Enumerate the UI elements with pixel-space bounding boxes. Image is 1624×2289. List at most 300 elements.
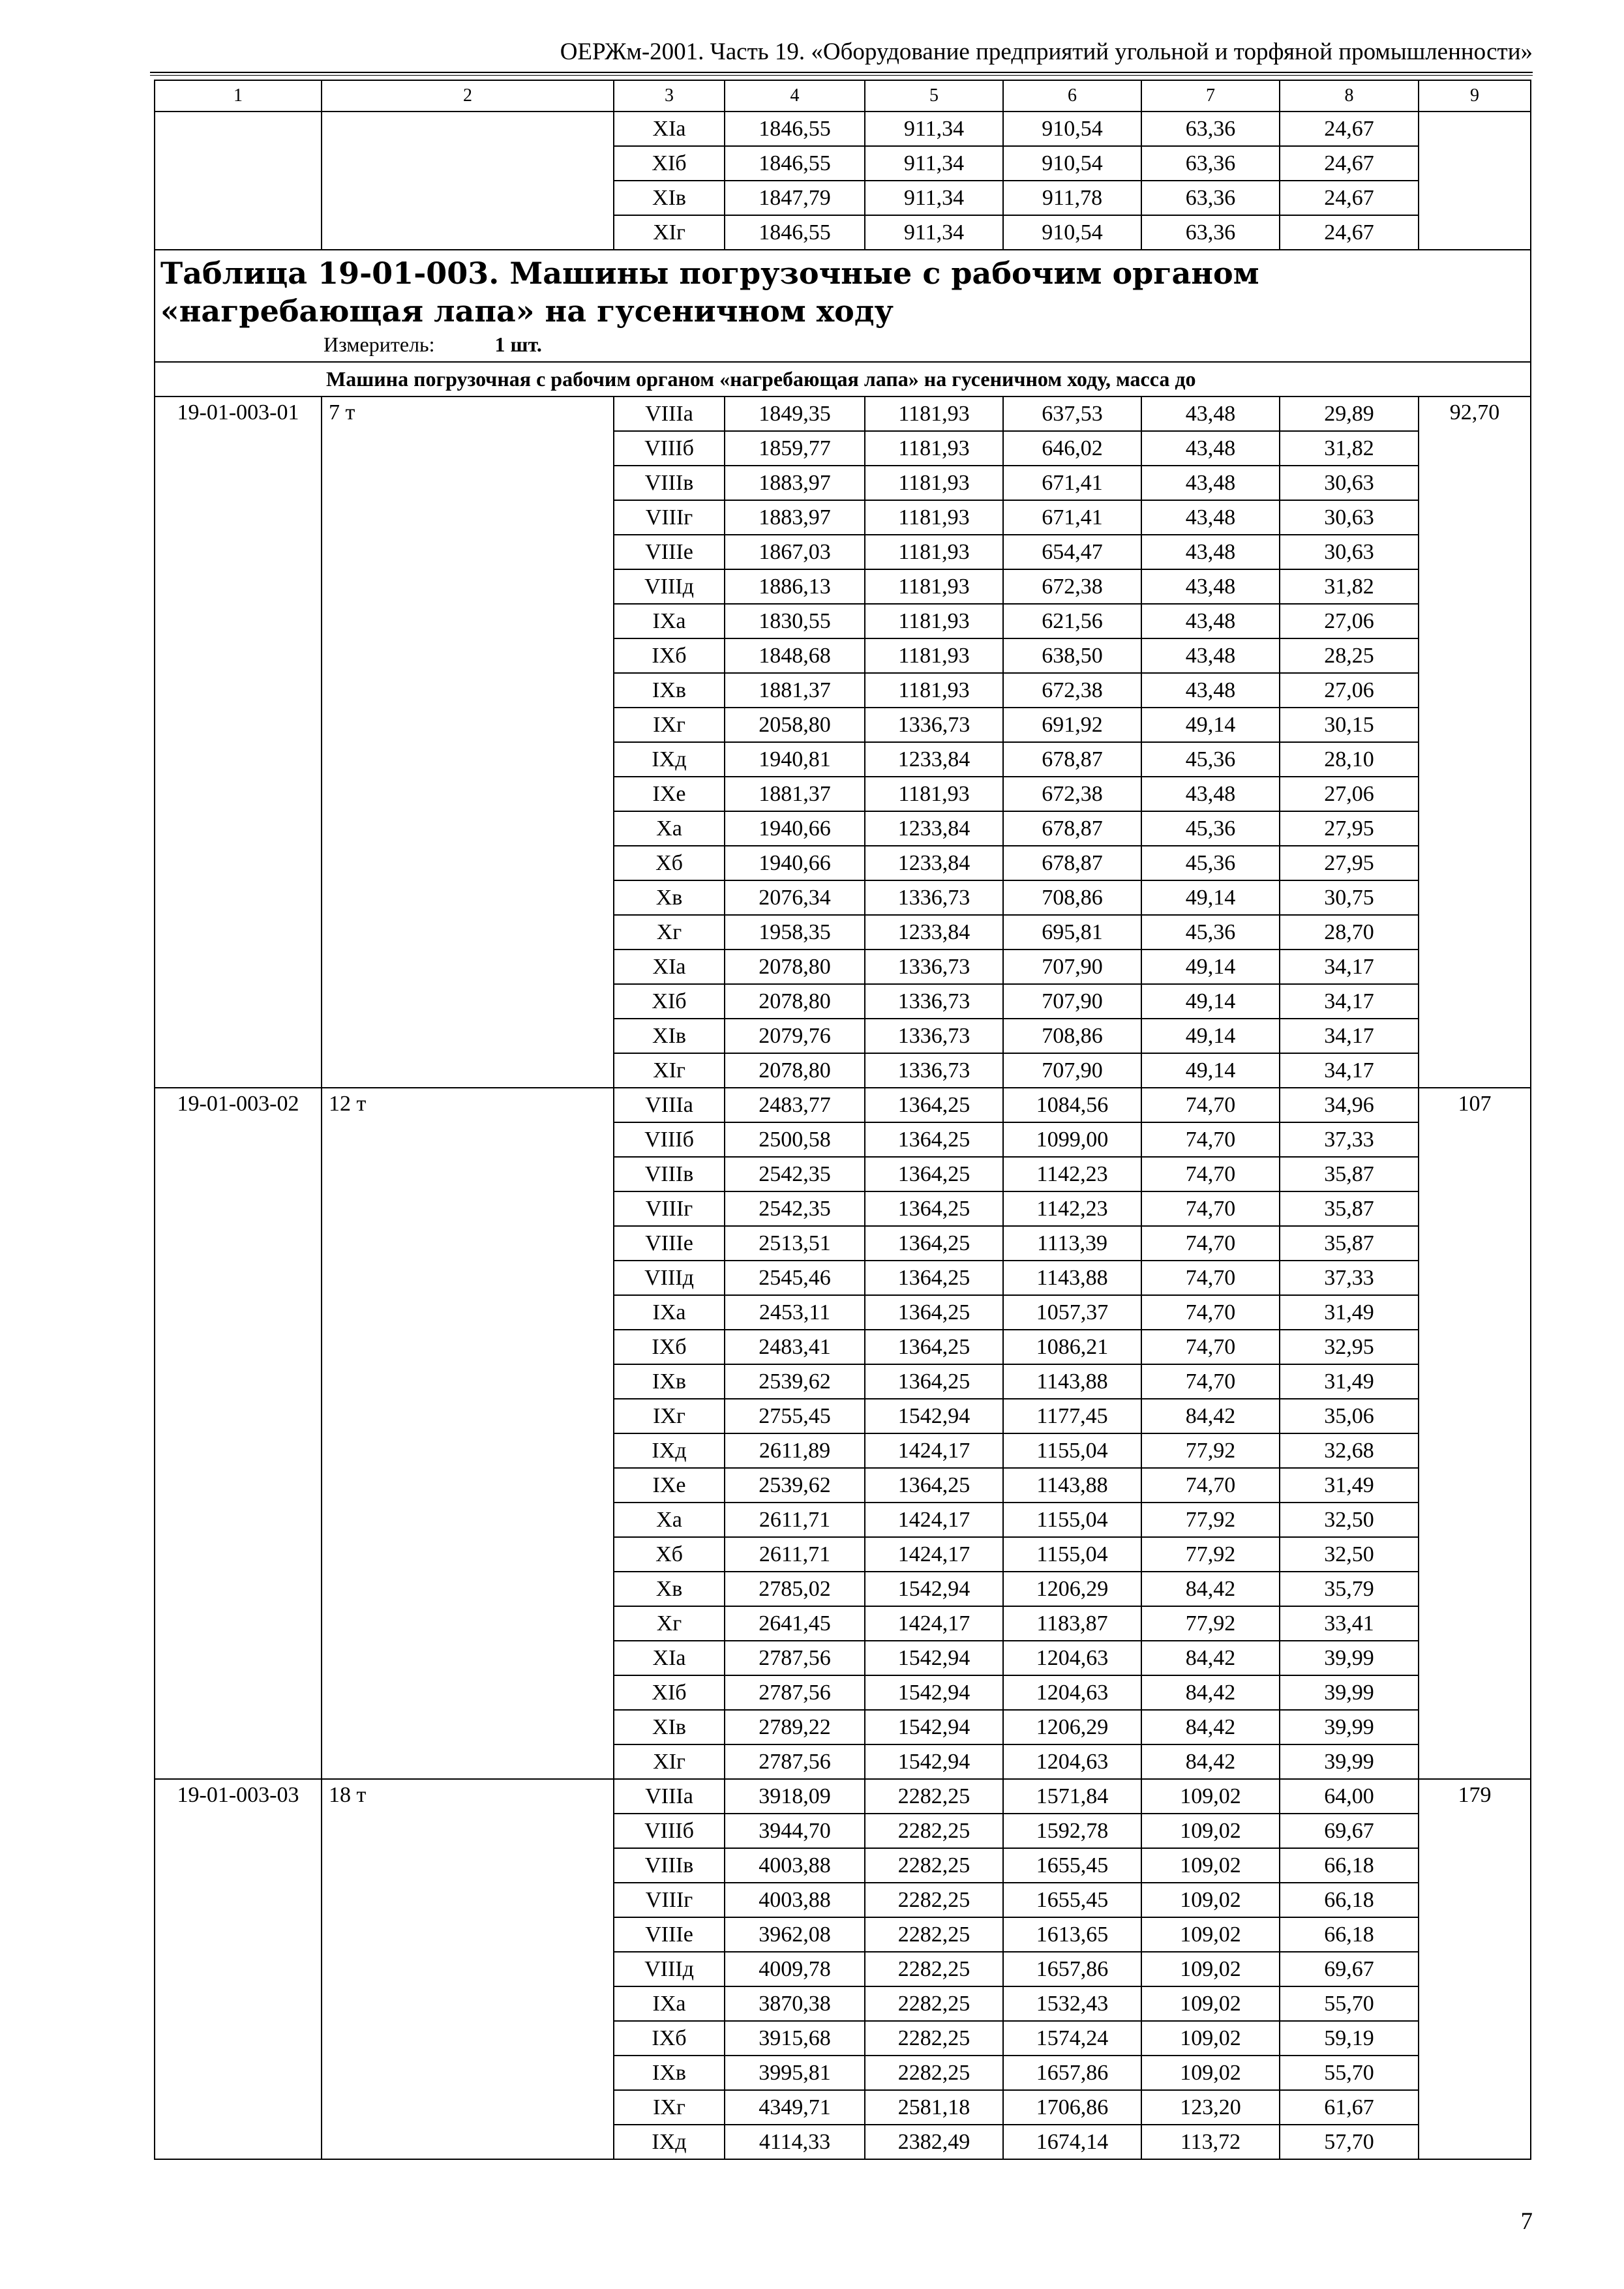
table-cell: IXa bbox=[614, 1295, 725, 1330]
table-cell: 1181,93 bbox=[865, 569, 1003, 604]
table-cell: 35,79 bbox=[1280, 1572, 1419, 1606]
table-cell: XIб bbox=[614, 984, 725, 1019]
table-cell: 1233,84 bbox=[865, 811, 1003, 846]
table-cell: 69,67 bbox=[1280, 1814, 1419, 1848]
table-cell: 1181,93 bbox=[865, 777, 1003, 811]
table-cell: 2641,45 bbox=[725, 1606, 865, 1641]
table-cell: 2058,80 bbox=[725, 708, 865, 742]
table-cell: 39,99 bbox=[1280, 1675, 1419, 1710]
table-cell: 3962,08 bbox=[725, 1917, 865, 1952]
column-number: 1 bbox=[155, 80, 322, 112]
table-cell: 1613,65 bbox=[1003, 1917, 1141, 1952]
table-cell: 69,67 bbox=[1280, 1952, 1419, 1986]
table-cell: 4003,88 bbox=[725, 1848, 865, 1883]
table-cell: VIIIa bbox=[614, 1088, 725, 1122]
table-cell: 2539,62 bbox=[725, 1364, 865, 1399]
table-cell: 1542,94 bbox=[865, 1744, 1003, 1779]
table-cell: IXг bbox=[614, 1399, 725, 1433]
table-row bbox=[155, 1779, 1531, 1814]
table-cell: 708,86 bbox=[1003, 1019, 1141, 1053]
table-cell: 34,17 bbox=[1280, 1019, 1419, 1053]
table-cell: 1424,17 bbox=[865, 1537, 1003, 1572]
table-cell: 1336,73 bbox=[865, 950, 1003, 984]
table-cell: 671,41 bbox=[1003, 466, 1141, 500]
table-cell: 1084,56 bbox=[1003, 1088, 1141, 1122]
table-cell: 1574,24 bbox=[1003, 2021, 1141, 2056]
table-cell: 1940,81 bbox=[725, 742, 865, 777]
table-cell: 1155,04 bbox=[1003, 1503, 1141, 1537]
table-cell: 4009,78 bbox=[725, 1952, 865, 1986]
table-cell: XIa bbox=[614, 950, 725, 984]
table-cell: 678,87 bbox=[1003, 846, 1141, 880]
table-cell: 1364,25 bbox=[865, 1088, 1003, 1122]
table-cell: VIIIв bbox=[614, 466, 725, 500]
table-cell: 678,87 bbox=[1003, 742, 1141, 777]
table-cell: 1177,45 bbox=[1003, 1399, 1141, 1433]
table-cell: 1542,94 bbox=[865, 1710, 1003, 1744]
table-cell: 1657,86 bbox=[1003, 1952, 1141, 1986]
machine-mass: 7 т bbox=[322, 396, 614, 1088]
table-cell: VIIIв bbox=[614, 1157, 725, 1191]
table-cell: 1849,35 bbox=[725, 396, 865, 431]
table-cell: 1206,29 bbox=[1003, 1572, 1141, 1606]
table-cell: 43,48 bbox=[1141, 673, 1280, 708]
table-cell: 2785,02 bbox=[725, 1572, 865, 1606]
table-cell: 45,36 bbox=[1141, 811, 1280, 846]
table-cell: 2078,80 bbox=[725, 984, 865, 1019]
table-cell: 672,38 bbox=[1003, 777, 1141, 811]
table-cell: 1848,68 bbox=[725, 638, 865, 673]
table-cell: 66,18 bbox=[1280, 1917, 1419, 1952]
table-cell: IXa bbox=[614, 604, 725, 638]
rate-code: 19-01-003-01 bbox=[155, 396, 322, 1088]
table-cell: 74,70 bbox=[1141, 1088, 1280, 1122]
table-cell: 2282,25 bbox=[865, 1814, 1003, 1848]
table-cell: 1113,39 bbox=[1003, 1226, 1141, 1261]
table-cell: 109,02 bbox=[1141, 1986, 1280, 2021]
table-cell: 109,02 bbox=[1141, 1814, 1280, 1848]
table-cell: 63,36 bbox=[1141, 215, 1280, 250]
table-cell: 1181,93 bbox=[865, 396, 1003, 431]
table-cell: 1364,25 bbox=[865, 1157, 1003, 1191]
table-cell: 77,92 bbox=[1141, 1537, 1280, 1572]
table-cell: Xa bbox=[614, 1503, 725, 1537]
table-cell: XIг bbox=[614, 215, 725, 250]
table-cell: 2755,45 bbox=[725, 1399, 865, 1433]
table-cell: 1571,84 bbox=[1003, 1779, 1141, 1814]
table-cell: 1181,93 bbox=[865, 673, 1003, 708]
table-cell: 43,48 bbox=[1141, 569, 1280, 604]
table-cell: 34,17 bbox=[1280, 950, 1419, 984]
table-cell: 1542,94 bbox=[865, 1399, 1003, 1433]
table-cell: 30,63 bbox=[1280, 500, 1419, 535]
table-cell: 1655,45 bbox=[1003, 1848, 1141, 1883]
table-cell: 74,70 bbox=[1141, 1261, 1280, 1295]
table-cell: 1336,73 bbox=[865, 984, 1003, 1019]
running-header: ОЕРЖм-2001. Часть 19. «Оборудование предприятий угольной и торфяной промышленности» bbox=[560, 38, 1533, 65]
table-cell: 59,19 bbox=[1280, 2021, 1419, 2056]
table-cell: 1143,88 bbox=[1003, 1468, 1141, 1503]
table-cell: 63,36 bbox=[1141, 146, 1280, 181]
table-cell: 2282,25 bbox=[865, 2021, 1003, 2056]
table-cell: 1364,25 bbox=[865, 1226, 1003, 1261]
table-cell: 123,20 bbox=[1141, 2090, 1280, 2125]
table-cell: VIIIв bbox=[614, 1848, 725, 1883]
table-cell: 1155,04 bbox=[1003, 1537, 1141, 1572]
table-cell: 1542,94 bbox=[865, 1641, 1003, 1675]
table-cell: 1204,63 bbox=[1003, 1744, 1141, 1779]
table-cell: 1364,25 bbox=[865, 1122, 1003, 1157]
column-9-value: 107 bbox=[1419, 1088, 1531, 1779]
table-cell: 30,15 bbox=[1280, 708, 1419, 742]
table-cell: 43,48 bbox=[1141, 431, 1280, 466]
table-cell: 621,56 bbox=[1003, 604, 1141, 638]
table-cell: 109,02 bbox=[1141, 1779, 1280, 1814]
table-cell: 77,92 bbox=[1141, 1606, 1280, 1641]
table-cell: 64,00 bbox=[1280, 1779, 1419, 1814]
table-cell: 31,82 bbox=[1280, 431, 1419, 466]
table-cell: 49,14 bbox=[1141, 950, 1280, 984]
table-cell: 84,42 bbox=[1141, 1399, 1280, 1433]
table-cell: 77,92 bbox=[1141, 1433, 1280, 1468]
table-cell: 74,70 bbox=[1141, 1157, 1280, 1191]
table-cell: 2282,25 bbox=[865, 2056, 1003, 2090]
machine-mass: 12 т bbox=[322, 1088, 614, 1779]
table-cell: 1143,88 bbox=[1003, 1364, 1141, 1399]
table-cell: 2611,89 bbox=[725, 1433, 865, 1468]
table-cell: 63,36 bbox=[1141, 112, 1280, 146]
table-cell: VIIIa bbox=[614, 1779, 725, 1814]
table-cell: 2282,25 bbox=[865, 1952, 1003, 1986]
table-cell: 57,70 bbox=[1280, 2125, 1419, 2159]
rate-code: 19-01-003-02 bbox=[155, 1088, 322, 1779]
table-cell: 707,90 bbox=[1003, 950, 1141, 984]
page-number: 7 bbox=[1520, 2208, 1533, 2235]
column-number: 5 bbox=[865, 80, 1003, 112]
table-cell: 2483,77 bbox=[725, 1088, 865, 1122]
table-cell: 43,48 bbox=[1141, 466, 1280, 500]
unit-label: Измеритель: bbox=[323, 333, 435, 356]
table-cell: 3870,38 bbox=[725, 1986, 865, 2021]
table-cell: 707,90 bbox=[1003, 984, 1141, 1019]
table-cell: 1364,25 bbox=[865, 1330, 1003, 1364]
table-cell: IXe bbox=[614, 777, 725, 811]
table-cell: 2282,25 bbox=[865, 1986, 1003, 2021]
table-cell: 1940,66 bbox=[725, 811, 865, 846]
table-cell: XIв bbox=[614, 1019, 725, 1053]
table-cell: VIIIa bbox=[614, 396, 725, 431]
table-cell: 39,99 bbox=[1280, 1710, 1419, 1744]
table-cell: 1364,25 bbox=[865, 1261, 1003, 1295]
table-cell: 1424,17 bbox=[865, 1606, 1003, 1641]
table-title-cell bbox=[155, 250, 1531, 362]
subheading: Машина погрузочная с рабочим органом «нагребающая лапа» на гусеничном ходу, масса до bbox=[155, 362, 1531, 396]
table-cell: 910,54 bbox=[1003, 215, 1141, 250]
table-cell: 27,06 bbox=[1280, 777, 1419, 811]
table-cell: 37,33 bbox=[1280, 1122, 1419, 1157]
table-cell: 66,18 bbox=[1280, 1848, 1419, 1883]
machine-mass: 18 т bbox=[322, 1779, 614, 2159]
table-cell: 1542,94 bbox=[865, 1675, 1003, 1710]
table-cell: 1859,77 bbox=[725, 431, 865, 466]
table-cell: 35,87 bbox=[1280, 1226, 1419, 1261]
column-number: 8 bbox=[1280, 80, 1419, 112]
table-cell: 678,87 bbox=[1003, 811, 1141, 846]
table-cell: XIв bbox=[614, 181, 725, 215]
table-cell: VIIIд bbox=[614, 569, 725, 604]
table-cell: 1364,25 bbox=[865, 1191, 1003, 1226]
table-cell: XIг bbox=[614, 1744, 725, 1779]
table-cell: 2382,49 bbox=[865, 2125, 1003, 2159]
table-cell: Xв bbox=[614, 1572, 725, 1606]
table-cell: VIIIe bbox=[614, 1917, 725, 1952]
column-9-value: 179 bbox=[1419, 1779, 1531, 2159]
empty-code-cell bbox=[155, 112, 322, 250]
table-cell: Xб bbox=[614, 846, 725, 880]
table-cell: 33,41 bbox=[1280, 1606, 1419, 1641]
rate-code: 19-01-003-03 bbox=[155, 1779, 322, 2159]
table-cell: 1181,93 bbox=[865, 466, 1003, 500]
table-cell: IXд bbox=[614, 2125, 725, 2159]
table-cell: 672,38 bbox=[1003, 569, 1141, 604]
table-cell: 2282,25 bbox=[865, 1779, 1003, 1814]
table-cell: 109,02 bbox=[1141, 1952, 1280, 1986]
table-cell: 911,34 bbox=[865, 112, 1003, 146]
table-cell: 39,99 bbox=[1280, 1744, 1419, 1779]
table-cell: 1424,17 bbox=[865, 1503, 1003, 1537]
table-cell: 1655,45 bbox=[1003, 1883, 1141, 1917]
table-cell: IXa bbox=[614, 1986, 725, 2021]
table-cell: 2282,25 bbox=[865, 1917, 1003, 1952]
table-cell: 1233,84 bbox=[865, 846, 1003, 880]
table-cell: VIIIб bbox=[614, 1814, 725, 1848]
table-cell: 1057,37 bbox=[1003, 1295, 1141, 1330]
table-cell: 1336,73 bbox=[865, 1053, 1003, 1088]
table-cell: 24,67 bbox=[1280, 215, 1419, 250]
table-cell: 1204,63 bbox=[1003, 1641, 1141, 1675]
table-cell: 707,90 bbox=[1003, 1053, 1141, 1088]
table-cell: IXб bbox=[614, 1330, 725, 1364]
table-cell: 31,49 bbox=[1280, 1468, 1419, 1503]
table-cell: 49,14 bbox=[1141, 708, 1280, 742]
table-cell: 1336,73 bbox=[865, 880, 1003, 915]
table-cell: 49,14 bbox=[1141, 984, 1280, 1019]
table-cell: 1886,13 bbox=[725, 569, 865, 604]
table-cell: 29,89 bbox=[1280, 396, 1419, 431]
table-cell: 74,70 bbox=[1141, 1295, 1280, 1330]
table-cell: 61,67 bbox=[1280, 2090, 1419, 2125]
table-cell: 1206,29 bbox=[1003, 1710, 1141, 1744]
rates-table bbox=[154, 80, 1531, 2160]
table-cell: 1181,93 bbox=[865, 431, 1003, 466]
table-cell: 1881,37 bbox=[725, 777, 865, 811]
table-cell: 3944,70 bbox=[725, 1814, 865, 1848]
table-cell: VIIIг bbox=[614, 1191, 725, 1226]
table-cell: 66,18 bbox=[1280, 1883, 1419, 1917]
table-cell: 35,87 bbox=[1280, 1157, 1419, 1191]
table-cell: 74,70 bbox=[1141, 1122, 1280, 1157]
table-cell: 4114,33 bbox=[725, 2125, 865, 2159]
table-cell: 1846,55 bbox=[725, 215, 865, 250]
table-cell: IXд bbox=[614, 1433, 725, 1468]
table-cell: 30,63 bbox=[1280, 466, 1419, 500]
empty-extra-cell bbox=[1419, 112, 1531, 250]
table-cell: 49,14 bbox=[1141, 880, 1280, 915]
table-cell: 1181,93 bbox=[865, 604, 1003, 638]
table-cell: 32,50 bbox=[1280, 1503, 1419, 1537]
table-cell: XIб bbox=[614, 1675, 725, 1710]
table-cell: 109,02 bbox=[1141, 1848, 1280, 1883]
table-cell: 1542,94 bbox=[865, 1572, 1003, 1606]
table-cell: 84,42 bbox=[1141, 1572, 1280, 1606]
table-cell: 43,48 bbox=[1141, 777, 1280, 811]
table-cell: 27,06 bbox=[1280, 673, 1419, 708]
table-cell: 2076,34 bbox=[725, 880, 865, 915]
column-number: 9 bbox=[1419, 80, 1531, 112]
column-9-value: 92,70 bbox=[1419, 396, 1531, 1088]
table-cell: 109,02 bbox=[1141, 1883, 1280, 1917]
table-cell: 74,70 bbox=[1141, 1364, 1280, 1399]
table-cell: 45,36 bbox=[1141, 742, 1280, 777]
table-cell: 77,92 bbox=[1141, 1503, 1280, 1537]
table-cell: 43,48 bbox=[1141, 500, 1280, 535]
table-cell: 24,67 bbox=[1280, 112, 1419, 146]
table-title: Таблица 19-01-003. Машины погрузочные с рабочим органом «нагребающая лапа» на гусеничном ходу bbox=[160, 256, 1259, 329]
table-cell: 1181,93 bbox=[865, 535, 1003, 569]
table-cell: 1657,86 bbox=[1003, 2056, 1141, 2090]
table-cell: 39,99 bbox=[1280, 1641, 1419, 1675]
table-cell: IXд bbox=[614, 742, 725, 777]
table-cell: 84,42 bbox=[1141, 1710, 1280, 1744]
table-cell: 1336,73 bbox=[865, 1019, 1003, 1053]
table-cell: 27,06 bbox=[1280, 604, 1419, 638]
table-cell: 27,95 bbox=[1280, 811, 1419, 846]
table-row bbox=[155, 396, 1531, 431]
table-cell: 2542,35 bbox=[725, 1191, 865, 1226]
table-cell: IXг bbox=[614, 2090, 725, 2125]
table-cell: 1958,35 bbox=[725, 915, 865, 950]
table-cell: IXб bbox=[614, 2021, 725, 2056]
table-cell: IXг bbox=[614, 708, 725, 742]
table-cell: 32,68 bbox=[1280, 1433, 1419, 1468]
table-cell: 638,50 bbox=[1003, 638, 1141, 673]
table-cell: 43,48 bbox=[1141, 638, 1280, 673]
table-cell: 45,36 bbox=[1141, 915, 1280, 950]
table-cell: 31,49 bbox=[1280, 1364, 1419, 1399]
table-cell: 2282,25 bbox=[865, 1883, 1003, 1917]
table-cell: 34,17 bbox=[1280, 1053, 1419, 1088]
table-cell: 654,47 bbox=[1003, 535, 1141, 569]
table-cell: Xг bbox=[614, 915, 725, 950]
table-cell: 2079,76 bbox=[725, 1019, 865, 1053]
table-cell: 1181,93 bbox=[865, 638, 1003, 673]
table-cell: 691,92 bbox=[1003, 708, 1141, 742]
table-cell: 109,02 bbox=[1141, 2021, 1280, 2056]
table-cell: 1364,25 bbox=[865, 1295, 1003, 1330]
table-cell: 2483,41 bbox=[725, 1330, 865, 1364]
table-cell: XIв bbox=[614, 1710, 725, 1744]
table-cell: 27,95 bbox=[1280, 846, 1419, 880]
table-cell: 637,53 bbox=[1003, 396, 1141, 431]
table-cell: Xв bbox=[614, 880, 725, 915]
table-cell: 43,48 bbox=[1141, 604, 1280, 638]
table-cell: 31,82 bbox=[1280, 569, 1419, 604]
table-cell: 1674,14 bbox=[1003, 2125, 1141, 2159]
table-cell: 1940,66 bbox=[725, 846, 865, 880]
header-rule bbox=[150, 72, 1533, 76]
table-cell: Xa bbox=[614, 811, 725, 846]
table-cell: 4003,88 bbox=[725, 1883, 865, 1917]
table-title-row bbox=[155, 250, 1531, 362]
table-cell: 28,70 bbox=[1280, 915, 1419, 950]
table-cell: XIa bbox=[614, 1641, 725, 1675]
table-cell: IXe bbox=[614, 1468, 725, 1503]
table-cell: 1867,03 bbox=[725, 535, 865, 569]
table-cell: 35,87 bbox=[1280, 1191, 1419, 1226]
table-cell: 84,42 bbox=[1141, 1675, 1280, 1710]
table-cell: XIб bbox=[614, 146, 725, 181]
table-cell: 34,17 bbox=[1280, 984, 1419, 1019]
table-cell: 1881,37 bbox=[725, 673, 865, 708]
column-number: 3 bbox=[614, 80, 725, 112]
table-cell: IXв bbox=[614, 673, 725, 708]
table-cell: 55,70 bbox=[1280, 1986, 1419, 2021]
table-cell: 1847,79 bbox=[725, 181, 865, 215]
table-cell: 2545,46 bbox=[725, 1261, 865, 1295]
table-cell: VIIIг bbox=[614, 1883, 725, 1917]
table-cell: 1142,23 bbox=[1003, 1157, 1141, 1191]
table-cell: 31,49 bbox=[1280, 1295, 1419, 1330]
table-cell: 34,96 bbox=[1280, 1088, 1419, 1122]
table-cell: 1846,55 bbox=[725, 146, 865, 181]
table-cell: 1143,88 bbox=[1003, 1261, 1141, 1295]
table-cell: 55,70 bbox=[1280, 2056, 1419, 2090]
table-cell: 671,41 bbox=[1003, 500, 1141, 535]
table-cell: 1233,84 bbox=[865, 915, 1003, 950]
table-cell: 109,02 bbox=[1141, 2056, 1280, 2090]
table-cell: 2513,51 bbox=[725, 1226, 865, 1261]
table-cell: 30,63 bbox=[1280, 535, 1419, 569]
table-cell: 28,25 bbox=[1280, 638, 1419, 673]
table-cell: 2789,22 bbox=[725, 1710, 865, 1744]
table-cell: 2542,35 bbox=[725, 1157, 865, 1191]
table-cell: 2539,62 bbox=[725, 1468, 865, 1503]
table-cell: 1592,78 bbox=[1003, 1814, 1141, 1848]
table-cell: Xб bbox=[614, 1537, 725, 1572]
table-cell: VIIIб bbox=[614, 1122, 725, 1157]
table-cell: 1846,55 bbox=[725, 112, 865, 146]
table-cell: 74,70 bbox=[1141, 1468, 1280, 1503]
table-cell: 1099,00 bbox=[1003, 1122, 1141, 1157]
column-number: 7 bbox=[1141, 80, 1280, 112]
subheading-row bbox=[155, 362, 1531, 396]
table-cell: 1883,97 bbox=[725, 466, 865, 500]
table-cell: 2611,71 bbox=[725, 1503, 865, 1537]
table-cell: 30,75 bbox=[1280, 880, 1419, 915]
table-cell: 24,67 bbox=[1280, 181, 1419, 215]
table-cell: 84,42 bbox=[1141, 1641, 1280, 1675]
table-cell: 74,70 bbox=[1141, 1330, 1280, 1364]
table-cell: IXв bbox=[614, 2056, 725, 2090]
table-cell: 1336,73 bbox=[865, 708, 1003, 742]
table-cell: 2453,11 bbox=[725, 1295, 865, 1330]
table-cell: 28,10 bbox=[1280, 742, 1419, 777]
table-cell: 1424,17 bbox=[865, 1433, 1003, 1468]
unit-value: 1 шт. bbox=[494, 333, 542, 356]
table-cell: 1086,21 bbox=[1003, 1330, 1141, 1364]
table-row bbox=[155, 1088, 1531, 1122]
table-cell: 49,14 bbox=[1141, 1019, 1280, 1053]
